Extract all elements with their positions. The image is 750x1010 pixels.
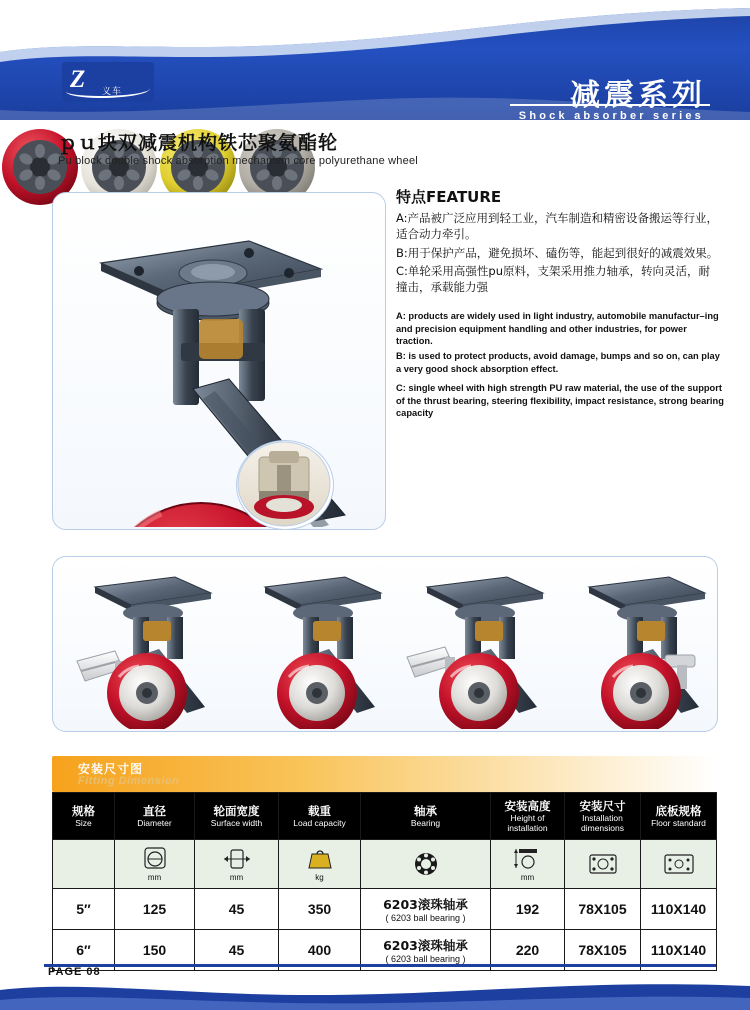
feature-cn-b: B:用于保护产品，避免损坏、磕伤等，能起到很好的减震效果。 [396, 246, 719, 260]
table-icon-row [53, 840, 717, 889]
feature-en-a: A: products are widely used in light industry, automobile manufactur–ing and precision equipment handling and other industries, for power traction. [396, 311, 719, 346]
col-diameter [115, 793, 195, 840]
cell-bearing-en: ( 6203 ball bearing ) [385, 954, 466, 964]
table-row [53, 889, 717, 930]
unit-load-capacity: kg [315, 873, 324, 882]
cell-height: 220 [491, 930, 565, 971]
col-load-capacity [279, 793, 361, 840]
icon-cell-bearing [361, 840, 491, 889]
icon-cell-size [53, 840, 115, 889]
cell-diameter: 150 [115, 930, 195, 971]
product-title-en: Pu block double shock absorption mechanism core polyurethane wheel [58, 155, 418, 167]
cell-diameter: 125 [115, 889, 195, 930]
table-header-row [53, 793, 717, 840]
footer-wave-decor [0, 976, 750, 1010]
cell-bearing-cn: 6203滚珠轴承 [383, 938, 468, 953]
wheel-width-icon [220, 846, 254, 872]
cell-install-dimension: 78X105 [565, 930, 641, 971]
col-bearing-en: Bearing [410, 818, 441, 828]
logo-subtext: 义车 [102, 86, 123, 96]
feature-en-b: B: is used to protect products, avoid damage, bumps and so on, can play a very good shock absorption effect. [396, 351, 720, 374]
col-surface-width-cn: 轮面宽度 [213, 804, 260, 818]
icon-cell-surface-width [195, 840, 279, 889]
top-plate-icon [662, 851, 696, 877]
col-surface-width [195, 793, 279, 840]
logo-mark: Z [70, 66, 85, 93]
col-install-dimension-en: Installation dimensions [581, 813, 624, 833]
main-product-panel [52, 192, 386, 530]
feature-cn-a: A:产品被广泛应用到轻工业，汽车制造和精密设备搬运等行业，适合动力牵引。 [396, 211, 719, 241]
cell-bearing-en: ( 6203 ball bearing ) [385, 913, 466, 923]
footer-rule [44, 964, 716, 967]
icon-cell-load-capacity [279, 840, 361, 889]
spec-table [52, 792, 717, 971]
col-surface-width-en: Surface width [210, 818, 263, 828]
icon-cell-floor-standard [641, 840, 717, 889]
product-title-cn: ｐｕ块双减震机构铁芯聚氨酯轮 [58, 132, 339, 154]
col-size-en: Size [75, 818, 92, 828]
col-floor-standard [641, 793, 717, 840]
page-number: PAGE 08 [48, 966, 101, 978]
icon-cell-diameter [115, 840, 195, 889]
cell-floor-standard: 110X140 [641, 889, 717, 930]
caster-variants-row [53, 557, 715, 729]
cell-size: 5″ [53, 889, 115, 930]
company-logo [62, 62, 154, 102]
col-floor-standard-en: Floor standard [651, 818, 706, 828]
col-diameter-cn: 直径 [143, 804, 166, 818]
dimension-banner-en: Fitting Dimension [78, 775, 180, 787]
wheel-diameter-icon [140, 846, 170, 872]
cell-bearing-cn: 6203滚珠轴承 [383, 897, 468, 912]
col-floor-standard-cn: 底板规格 [655, 804, 702, 818]
col-height-en: Height of installation [507, 813, 548, 833]
header-title-en: Shock absorber series [518, 110, 704, 120]
icon-cell-height [491, 840, 565, 889]
ball-bearing-icon [412, 851, 440, 877]
install-height-icon [512, 846, 544, 872]
col-install-dimension-cn: 安装尺寸 [579, 799, 626, 813]
col-load-capacity-cn: 载重 [308, 804, 331, 818]
col-load-capacity-en: Load capacity [293, 818, 346, 828]
header-title-cn: 减震系列 [570, 78, 706, 113]
col-size-cn: 规格 [72, 804, 95, 818]
cell-height: 192 [491, 889, 565, 930]
detail-circle-panel [236, 440, 334, 530]
unit-diameter: mm [147, 873, 162, 882]
cell-surface-width: 45 [195, 930, 279, 971]
cell-bearing [361, 889, 491, 930]
load-capacity-icon [306, 846, 334, 872]
cell-floor-standard: 110X140 [641, 930, 717, 971]
feature-en-c: C: single wheel with high strength PU raw material, the use of the support of the thrust bearing, steering flexibility, impact resistance, strong bearing capacity [396, 383, 724, 418]
caster-with-brake-lever [407, 577, 543, 729]
unit-surface-width: mm [229, 873, 244, 882]
dimension-banner-cn: 安装尺寸图 [78, 762, 144, 776]
cell-load-capacity: 350 [279, 889, 361, 930]
col-diameter-en: Diameter [137, 818, 172, 828]
caster-plain-swivel [265, 577, 381, 729]
col-size [53, 793, 115, 840]
cell-size: 6″ [53, 930, 115, 971]
col-bearing-cn: 轴承 [414, 804, 437, 818]
feature-cn-c: C:单轮采用高强性pu原料，支架采用推力轴承，转向灵活，耐撞击，承载能力强 [396, 264, 710, 294]
page-header [0, 0, 750, 120]
cell-install-dimension: 78X105 [565, 889, 641, 930]
col-install-dimension [565, 793, 641, 840]
icon-cell-install-dimension [565, 840, 641, 889]
caster-variants-panel [52, 556, 718, 732]
cell-surface-width: 45 [195, 889, 279, 930]
pu-block-detail-photo [237, 441, 331, 527]
caster-side-brake [589, 577, 705, 729]
unit-height: mm [520, 873, 535, 882]
col-height-cn: 安装高度 [504, 799, 551, 813]
caster-with-brake-white-pedal [77, 577, 211, 729]
cell-load-capacity: 400 [279, 930, 361, 971]
col-height [491, 793, 565, 840]
col-bearing [361, 793, 491, 840]
install-dimension-icon [586, 851, 620, 877]
feature-heading: 特点FEATURE [396, 188, 502, 206]
main-caster-photo [53, 193, 383, 527]
